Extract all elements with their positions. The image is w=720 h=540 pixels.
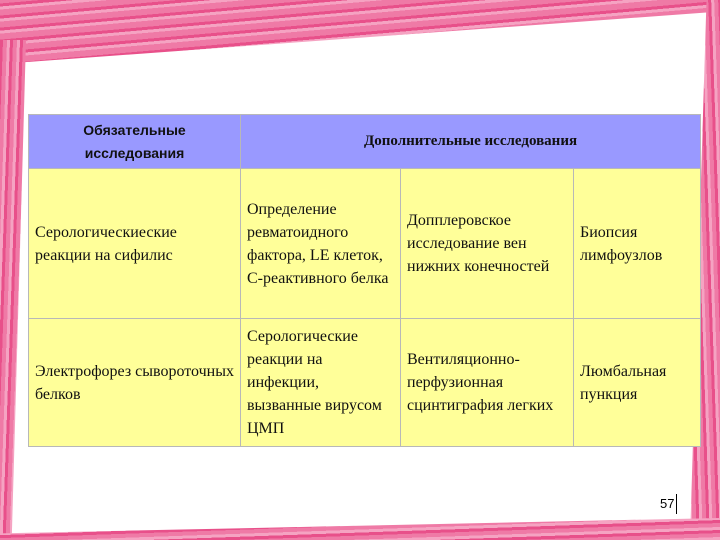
page-number-divider xyxy=(676,494,677,514)
additional-cell: Определение ревматоидного фактора, LE клеток, С-реактивного белка xyxy=(241,169,401,319)
additional-cell: Допплеровское исследование вен нижних конечностей xyxy=(401,169,574,319)
decorative-frame-left xyxy=(0,40,26,540)
table-header-row xyxy=(29,115,701,169)
table-row xyxy=(29,319,701,447)
table-row xyxy=(29,169,701,319)
additional-cell: Биопсия лимфоузлов xyxy=(574,169,701,319)
header-mandatory: Обязательные исследования xyxy=(29,115,241,169)
additional-cell: Серологические реакции на инфекции, вызванные вирусом ЦМП xyxy=(241,319,401,447)
mandatory-cell: Электрофорез сывороточных белков xyxy=(29,319,241,447)
examinations-table xyxy=(28,114,701,447)
decorative-frame-bottom xyxy=(0,518,720,540)
mandatory-cell: Серологическиеские реакции на сифилис xyxy=(29,169,241,319)
header-additional: Дополнительные исследования xyxy=(241,115,701,169)
decorative-frame-top xyxy=(0,0,720,64)
additional-cell: Вентиляционно-перфузионная сцинтиграфия легких xyxy=(401,319,574,447)
page-number: 57 xyxy=(660,496,675,511)
additional-cell: Люмбальная пункция xyxy=(574,319,701,447)
